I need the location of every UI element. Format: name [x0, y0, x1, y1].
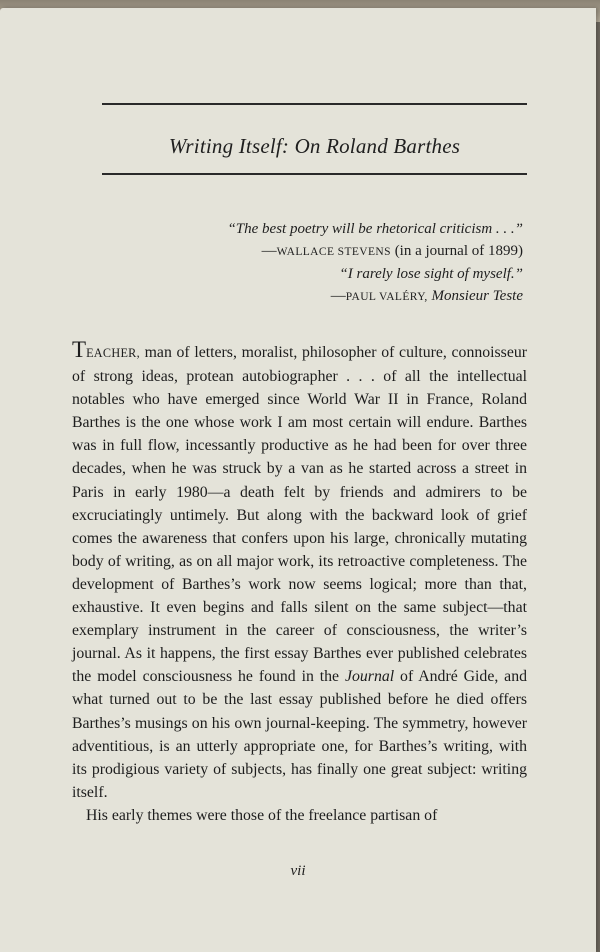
epigraph-2-dash: —	[330, 288, 346, 304]
paragraph-1	[72, 338, 527, 804]
paragraph-1-text-b: of André Gide, and what turned out to be the last essay published before he died offers Barthes’s musings on his own journal-keeping. The symmetry, however adventitious, is an utterly appropriate one, for Barthes’s writing, with its prodigious variety of subjects, has finally one great subject: writing itself.	[72, 668, 527, 801]
title-bottom-rule	[102, 173, 527, 175]
epigraph-1-source: (in a journal of 1899)	[390, 243, 523, 259]
paragraph-2: His early themes were those of the freelance partisan of	[86, 806, 438, 824]
paragraph-1-text-a: man of letters, moralist, philosopher of culture, connoisseur of strong ideas, protean autobiographer . . . of all the intellectual notables who have emerged since World War II in France, Roland Barthes is the one whose work I am most certain will endure. Barthes was in full flow, incessantly productive as he had been for over three decades, when he was struck by a van as he started across a street in Paris in early 1980—a death felt by friends and admirers to be excruciatingly untimely. But along with the backward look of grief comes the awareness that confers upon his large, chronically mutating body of writing, as on all major work, its retroactive completeness. The development of Barthes’s work now seems logical; more than that, exhaustive. It even begins and falls silent on the same subject—that exemplary instrument in the career of consciousness, the writer’s journal. As it happens, the first essay Barthes ever published celebrates the model consciousness he found in the	[72, 344, 527, 686]
epigraph-1-author: WALLACE STEVENS	[276, 246, 391, 258]
epigraph-1-dash: —	[261, 243, 277, 259]
epigraph-2-attribution	[331, 288, 523, 305]
page-number: vii	[290, 863, 306, 879]
journal-italic: Journal	[344, 668, 395, 686]
chapter-title: Writing Itself: On Roland Barthes	[168, 134, 461, 158]
body-text	[72, 338, 527, 827]
epigraph-2-author: PAUL VALÉRY,	[345, 291, 428, 303]
book-page	[0, 8, 596, 952]
lead-smallcaps: EACHER,	[86, 346, 140, 360]
epigraph-1-quote: “The best poetry will be rhetorical criticism . . .”	[227, 221, 523, 237]
epigraph-1-attribution	[262, 243, 523, 260]
drop-cap: T	[72, 337, 87, 362]
title-top-rule	[102, 103, 527, 105]
epigraph-2-source: Monsieur Teste	[431, 288, 523, 304]
epigraph-2-quote: “I rarely lose sight of myself.”	[339, 266, 523, 282]
